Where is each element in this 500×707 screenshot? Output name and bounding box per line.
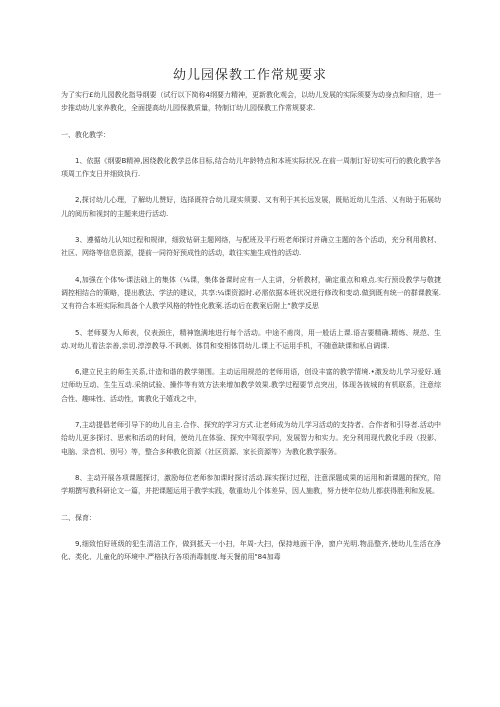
document-title: 幼儿园保教工作常规要求	[172, 68, 327, 83]
list-item: 8、主动开展各项课题探讨，激励每位老师参加课时探讨活动.踩实探讨过程，注意深题成果的运用和新课题的探究，陪学期撰写教科研论文一篇，并把课题运用于教学实践，敬重幼儿个体差异，因人施教，努力使年位幼儿都获得胜利和发展。	[61, 473, 441, 496]
list-item: 2,探讨幼儿心理，了解幼儿赞好，选择既符合幼儿现实须要、又有利于其长远发展，既贴近幼儿生活、乂有助于拓展幼儿的阅历和视封的主题来进行活动.	[61, 196, 441, 218]
section-heading-care: 二、保育：	[61, 513, 96, 522]
list-item: 6,建立民主的师生关系,计造和谐的教学第围。主动运用规范的老师用语，创设丰富的教学情境.•激发幼儿学习爱好.通过师幼互动、生生互动.采纳试验、操作等有效方法来增加教学效果.教学过程要节点突出，体现各彼城的有机联系，注意综合性、趣味性、活动性，寓教化于嬉戏之中，	[61, 368, 441, 403]
list-item: 9,细致怕好班级的犯生清洁工作，做到抵天一小扫，年周-大扫，保持地面干净，窗户光明.物品整齐,使幼儿生活在净化、类化、儿童化的环境中.严格执行各项消毒制度.每天餐前用"84加毒	[61, 539, 441, 562]
section-heading-education: 一、教化教学：	[61, 130, 110, 139]
list-item: 1、依据《纲要B精神,困绕教化教学总体目标,结合幼儿年龄特点和本班实际状况.在前一周制订好切实可行的教化教学各项周工作支日并细致执行.	[61, 156, 441, 179]
list-item: 7,主动提倡老师引导下的幼儿自主.合作、探究的学习方式.让老师成为幼儿学习活动的支持者、合作者和引导者.活动中给幼儿更多探讨、思索和活动的时间，使幼儿在体验、探究中驾驭学问，发展智力和实力。充分利用现代教化手段（投影、电脑、录音机、别号）等，整合多种教化资源（社区资源、家长资源等）为教化教学服务。	[61, 421, 441, 456]
document-body	[61, 89, 441, 577]
list-item: 3、遵循幼儿认知过程和规律，细致钻研主题网络，与配班及平行班老师探讨并确立主题的各个活动，充分利用教材、社区、网络等信息资源，提前一同符好预成性的活动，敢往实施生成性的活动.	[61, 236, 441, 258]
list-item: 4,加强在个体%·课法础上的集体（¼课，集体备课时应有一人主讲，分析教材，确定重点和难点.实行预设教学与敬捷调控相结合的策略，提出教法、学法的建议，共享:¼课资源时.必需依据本班状况进行修改和变动.做到既有统一的群课教案.又有符合本班实际和具备个人教学风格的特性化教案.活动后在教案后附上“教学反思	[61, 275, 441, 311]
list-item: 5、老师要为人师表，仪表颈庄，精神饱满地进行每个活动。中途不甫岗，用一般话上课.语吉要精确.精炼、规范、生动.对幼儿看法亲善,亲切.淳淳教导.不讽刺、体罚和变相体罚幼儿.课上不运用手机，不随意缺课和私自调课.	[61, 328, 441, 350]
intro-paragraph: 为了实行£幼儿园教化指导纲要（试行以下简称4纲要力精神，更新教化观会，以幼儿发展的实际须要为动身点和归宿，进一步推动幼儿家养教化，全面提高幼儿园保教质量，特制订幼儿园保教工作常规要求.	[61, 91, 441, 113]
